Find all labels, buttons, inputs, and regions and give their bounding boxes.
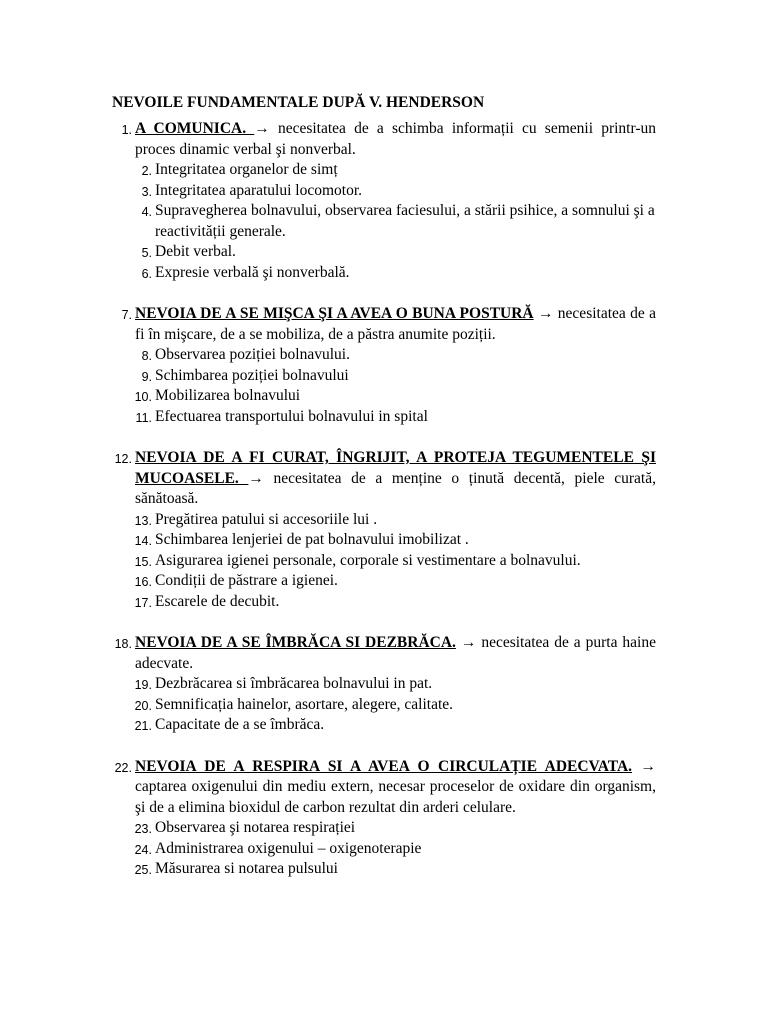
item-text: Efectuarea transportului bolnavului in spital bbox=[155, 407, 428, 425]
item-text: Schimbarea poziției bolnavului bbox=[155, 366, 349, 384]
item-text: Supravegherea bolnavului, observarea faciesului, a stării psihice, a somnului şi a reactivității generale. bbox=[155, 202, 655, 240]
need-sub-item bbox=[108, 674, 656, 695]
item-number: 19. bbox=[134, 678, 152, 692]
need-sub-item bbox=[108, 242, 656, 263]
item-text: Observarea poziției bolnavului. bbox=[155, 346, 350, 363]
need-heading-item bbox=[108, 119, 656, 160]
need-sub-item bbox=[108, 530, 656, 551]
item-number: 21. bbox=[134, 719, 152, 733]
item-number: 15. bbox=[134, 554, 152, 569]
need-sub-item bbox=[108, 551, 656, 572]
item-number: 22. bbox=[114, 760, 132, 775]
item-text: Condiții de păstrare a igienei. bbox=[155, 572, 338, 589]
need-sub-item bbox=[108, 181, 656, 202]
item-text: Administrarea oxigenului – oxigenoterapie bbox=[155, 839, 422, 857]
document-title: NEVOILE FUNDAMENTALE DUPĂ V. HENDERSON bbox=[112, 94, 485, 111]
need-title: NEVOIA DE A SE ÎMBRĂCA SI DEZBRĂCA. bbox=[135, 634, 456, 651]
need-heading-item bbox=[108, 448, 656, 510]
item-number: 10. bbox=[134, 390, 152, 404]
need-sub-item bbox=[108, 695, 656, 716]
item-number: 7. bbox=[121, 308, 132, 322]
need-sub-item bbox=[108, 715, 656, 736]
item-text: Observarea şi notarea respirației bbox=[155, 819, 356, 836]
item-text: → necesitatea de a menține o ținută decentă, piele curată, sănătoasă. bbox=[135, 469, 656, 507]
item-number: 9. bbox=[141, 369, 152, 384]
need-sub-item bbox=[108, 345, 656, 366]
item-number: 8. bbox=[141, 349, 152, 363]
item-text: Pregătirea patului si accesoriile lui . bbox=[155, 510, 378, 528]
need-sub-item bbox=[108, 407, 656, 428]
need-sub-item bbox=[108, 510, 656, 531]
need-sub-item bbox=[108, 859, 656, 880]
need-sub-item bbox=[108, 571, 656, 592]
item-text: Integritatea aparatului locomotor. bbox=[155, 181, 363, 199]
need-sub-item bbox=[108, 366, 656, 387]
item-text: Schimbarea lenjeriei de pat bolnavului imobilizat . bbox=[155, 531, 469, 548]
item-number: 20. bbox=[134, 698, 152, 713]
item-number: 14. bbox=[134, 534, 152, 548]
item-text: Expresie verbală şi nonverbală. bbox=[155, 263, 350, 281]
needs-list bbox=[108, 119, 656, 880]
need-title: NEVOIA DE A FI CURAT, ÎNGRIJIT, A PROTEJA TEGUMENTELE ŞI MUCOASELE. bbox=[135, 449, 656, 487]
item-number: 25. bbox=[134, 863, 152, 877]
need-title: NEVOIA DE A SE MIŞCA ŞI A AVEA O BUNA POSTURĂ bbox=[135, 305, 534, 322]
item-text: Capacitate de a se îmbrăca. bbox=[155, 716, 325, 733]
item-text: Semnificația hainelor, asortare, alegere, calitate. bbox=[155, 695, 454, 713]
need-sub-item bbox=[108, 386, 656, 407]
need-heading-item bbox=[108, 757, 656, 819]
need-sub-item bbox=[108, 263, 656, 284]
item-text: Debit verbal. bbox=[155, 243, 236, 260]
need-title: NEVOIA DE A RESPIRA SI A AVEA O CIRCULAȚIE ADECVATA. bbox=[135, 757, 633, 775]
item-number: 3. bbox=[141, 184, 152, 199]
item-number: 16. bbox=[134, 575, 152, 589]
item-number: 5. bbox=[141, 246, 152, 260]
item-number: 1. bbox=[121, 123, 132, 137]
item-text: Dezbrăcarea si îmbrăcarea bolnavului in pat. bbox=[155, 675, 433, 692]
item-number: 2. bbox=[141, 164, 152, 178]
item-text: Asigurarea igienei personale, corporale si vestimentare a bolnavului. bbox=[155, 551, 581, 569]
item-number: 6. bbox=[141, 266, 152, 281]
need-sub-item bbox=[108, 201, 656, 242]
need-sub-item bbox=[108, 818, 656, 839]
item-text: → necesitatea de a schimba informații cu semenii printr-un proces dinamic verbal şi nonverbal. bbox=[135, 120, 656, 158]
need-sub-item bbox=[108, 839, 656, 860]
item-text: Măsurarea si notarea pulsului bbox=[155, 860, 338, 877]
need-heading-item bbox=[108, 304, 656, 345]
need-sub-item bbox=[108, 592, 656, 613]
item-text: Mobilizarea bolnavului bbox=[155, 387, 301, 404]
need-sub-item bbox=[108, 160, 656, 181]
need-title: A COMUNICA. bbox=[135, 120, 255, 137]
item-text: Integritatea organelor de simț bbox=[155, 161, 338, 178]
item-number: 13. bbox=[134, 513, 152, 528]
item-number: 11. bbox=[135, 410, 152, 425]
need-heading-item bbox=[108, 633, 656, 674]
item-number: 4. bbox=[141, 205, 152, 219]
item-text: → captarea oxigenului din mediu extern, necesar proceselor de oxidare din organism, şi de a elimina bioxidul de carbon rezultat din arderi celulare. bbox=[135, 757, 656, 816]
item-text: → necesitatea de a purta haine adecvate. bbox=[135, 634, 656, 672]
item-number: 23. bbox=[134, 822, 152, 836]
item-text: Escarele de decubit. bbox=[155, 592, 280, 610]
item-number: 18. bbox=[114, 637, 132, 651]
item-number: 24. bbox=[134, 842, 152, 857]
item-number: 17. bbox=[134, 595, 152, 610]
item-number: 12. bbox=[114, 452, 132, 466]
item-text: → necesitatea de a fi în mişcare, de a se mobiliza, de a păstra anumite poziții. bbox=[135, 305, 656, 343]
